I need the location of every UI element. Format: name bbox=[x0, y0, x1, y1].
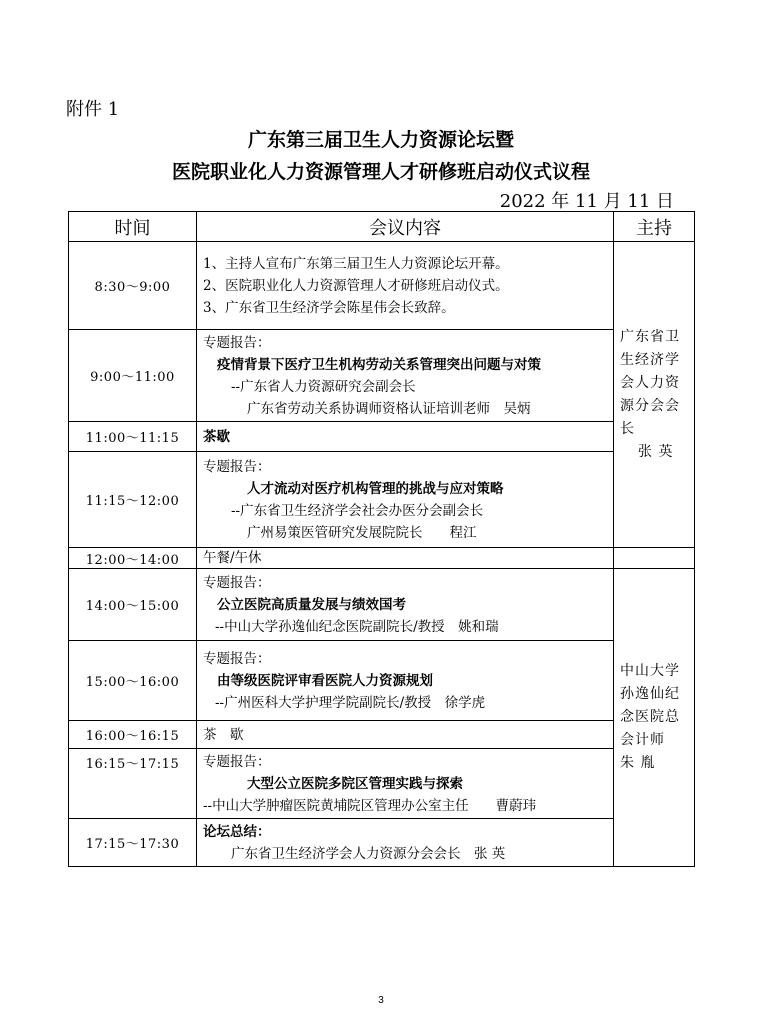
title-line-1: 广东第三届卫生人力资源论坛暨 bbox=[247, 129, 514, 151]
agenda-date: 2022 年 11 月 11 日 bbox=[499, 191, 674, 212]
row-time: 12:00～14:00 bbox=[69, 548, 197, 569]
table-row bbox=[69, 641, 695, 721]
title-line-2: 医院职业化人力资源管理人才研修班启动仪式议程 bbox=[171, 161, 590, 183]
row-content bbox=[197, 641, 614, 721]
host-name: 朱 胤 bbox=[620, 755, 656, 771]
row-content: 茶歇 bbox=[197, 422, 614, 452]
attachment-label: 附件 1 bbox=[66, 99, 120, 120]
row-content bbox=[197, 242, 614, 330]
table-header-row bbox=[69, 212, 695, 242]
host-line: 广东省卫 bbox=[620, 328, 680, 345]
host-line: 会计师 bbox=[620, 732, 665, 748]
report-title: 由等级医院评审看医院人力资源规划 bbox=[217, 672, 433, 689]
row-time: 9:00～11:00 bbox=[69, 330, 197, 422]
host-line: 孙逸仙纪 bbox=[620, 686, 680, 702]
content-line: 论坛总结： bbox=[203, 823, 271, 840]
agenda-table bbox=[68, 211, 695, 867]
content-line: 专题报告： bbox=[203, 753, 271, 770]
host-line: 中山大学 bbox=[620, 663, 680, 679]
content-line: 3、广东省卫生经济学会陈星伟会长致辞。 bbox=[203, 299, 455, 316]
speaker-line: 广州易策医管研究发展院院长 程江 bbox=[247, 524, 477, 541]
row-content: 午餐/午休 bbox=[197, 548, 614, 569]
report-title: 人才流动对医疗机构管理的挑战与应对策略 bbox=[247, 480, 504, 497]
table-row bbox=[69, 452, 695, 548]
row-content bbox=[197, 569, 614, 641]
row-content bbox=[197, 819, 614, 867]
row-time: 16:15～17:15 bbox=[69, 749, 197, 819]
speaker-line: --广州医科大学护理学院副院长/教授 徐学虎 bbox=[215, 694, 486, 711]
table-row bbox=[69, 569, 695, 641]
header-time: 时间 bbox=[69, 212, 197, 242]
row-time: 15:00～16:00 bbox=[69, 641, 197, 721]
host-line: 长 bbox=[620, 420, 635, 437]
speaker-line: --中山大学肿瘤医院黄埔院区管理办公室主任 曹蔚玮 bbox=[203, 797, 537, 814]
table-row bbox=[69, 422, 695, 452]
row-content bbox=[197, 749, 614, 819]
row-time: 8:30～9:00 bbox=[69, 242, 197, 330]
row-time: 11:00～11:15 bbox=[69, 422, 197, 452]
content-line: 专题报告： bbox=[203, 458, 271, 475]
table-row bbox=[69, 749, 695, 819]
table-row bbox=[69, 330, 695, 422]
host-cell-lunch bbox=[614, 548, 695, 569]
row-time: 11:15～12:00 bbox=[69, 452, 197, 548]
report-title: 疫情背景下医疗卫生机构劳动关系管理突出问题与对策 bbox=[217, 356, 541, 373]
speaker-line: --广东省人力资源研究会副会长 bbox=[231, 378, 416, 395]
header-content: 会议内容 bbox=[197, 212, 614, 242]
host-cell-morning bbox=[614, 242, 695, 548]
content-line: 专题报告： bbox=[203, 650, 271, 667]
table-row bbox=[69, 721, 695, 749]
report-title: 大型公立医院多院区管理实践与探索 bbox=[247, 775, 463, 792]
row-content bbox=[197, 452, 614, 548]
host-name: 张 英 bbox=[638, 443, 674, 460]
row-content bbox=[197, 330, 614, 422]
speaker-line: 广东省卫生经济学会人力资源分会会长 张 英 bbox=[231, 845, 506, 862]
row-time: 14:00～15:00 bbox=[69, 569, 197, 641]
speaker-line: --中山大学孙逸仙纪念医院副院长/教授 姚和瑞 bbox=[215, 618, 499, 635]
report-title: 公立医院高质量发展与绩效国考 bbox=[217, 596, 406, 613]
speaker-line: 广东省劳动关系协调师资格认证培训老师 吴炳 bbox=[247, 400, 531, 417]
host-line: 念医院总 bbox=[620, 709, 680, 725]
page-number: 3 bbox=[378, 995, 384, 1006]
content-line: 专题报告： bbox=[203, 574, 271, 591]
content-line: 1、主持人宣布广东第三届卫生人力资源论坛开幕。 bbox=[203, 255, 509, 272]
table-row bbox=[69, 548, 695, 569]
content-line: 2、医院职业化人力资源管理人才研修班启动仪式。 bbox=[203, 277, 509, 294]
header-host: 主持 bbox=[614, 212, 695, 242]
row-time: 16:00～16:15 bbox=[69, 721, 197, 749]
host-cell-afternoon bbox=[614, 569, 695, 867]
speaker-line: --广东省卫生经济学会社会办医分会副会长 bbox=[231, 502, 484, 519]
table-row bbox=[69, 819, 695, 867]
content-line: 专题报告： bbox=[203, 334, 271, 351]
table-row bbox=[69, 242, 695, 330]
host-line: 会人力资 bbox=[620, 374, 680, 391]
row-time: 17:15～17:30 bbox=[69, 819, 197, 867]
host-line: 源分会会 bbox=[620, 397, 680, 414]
row-content: 茶 歇 bbox=[197, 721, 614, 749]
host-line: 生经济学 bbox=[620, 351, 680, 368]
